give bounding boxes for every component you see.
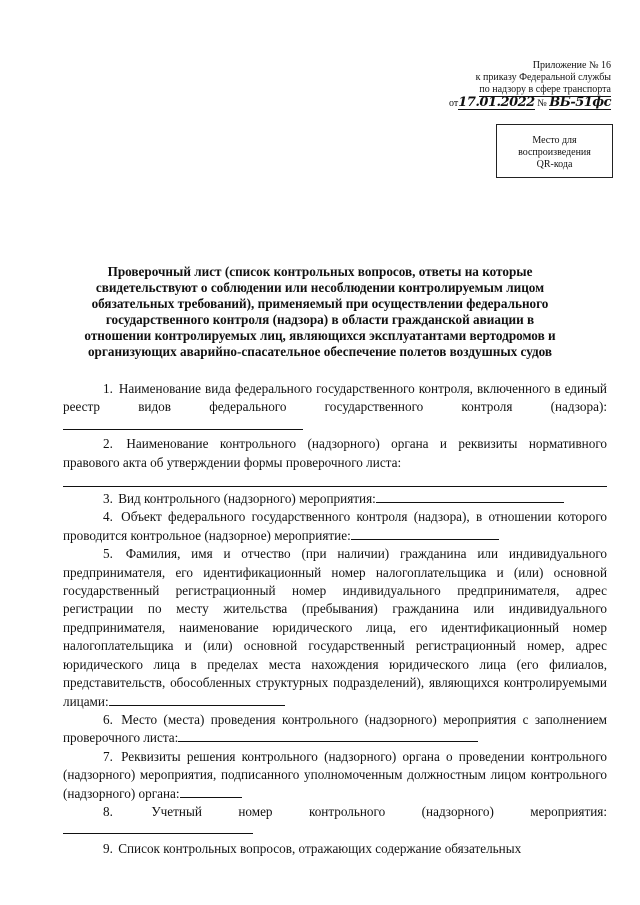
order-authority: по надзору в сфере транспорта	[479, 84, 611, 95]
item-6-field[interactable]	[178, 729, 478, 742]
form-item-9: 9. Список контрольных вопросов, отражающих содержание обязательных	[103, 840, 522, 856]
form-item-7: 7. Реквизиты решения контрольного (надзорного) органа о проведении контрольного (надзорного) мероприятия, подписанного уполномоченным должностным лицом контрольного (надзорного) органа:	[63, 748, 608, 801]
item-5-field[interactable]	[109, 693, 285, 706]
qr-box-line2: воспроизведения	[518, 147, 591, 158]
item-7-field[interactable]	[180, 785, 242, 798]
item-8-field[interactable]	[63, 821, 253, 834]
form-item-5: 5. Фамилия, имя и отчество (при наличии) гражданина или индивидуального предпринимателя, его идентификационный номер налогоплательщика и (или) основной государственный регистрационный номер индивидуального предпринимателя, адрес регистрации по месту жительства (пребывания) гражданина или индивидуального предпринимателя, наименование юридического лица, его идентификационный номер налогоплательщика и (или) основной государственный регистрационный номер, адрес юридического лица в пределах места нахождения юридического лица (его филиалов, представительств, обособленных структурных подразделений), являющихся контролируемыми лицами:	[63, 546, 608, 709]
order-reference: к приказу Федеральной службы	[475, 72, 611, 83]
item-2-field[interactable]	[63, 472, 607, 487]
handwritten-date: 17.01.2022	[458, 95, 535, 110]
item-3-field[interactable]	[376, 490, 564, 503]
form-item-6: 6. Место (места) проведения контрольного (надзорного) мероприятия с заполнением проверочного листа:	[63, 711, 607, 746]
item-1-field[interactable]	[63, 417, 303, 430]
number-prefix: №	[537, 98, 547, 109]
qr-box-line1: Место для	[532, 135, 577, 146]
form-item-1: 1. Наименование вида федерального государственного контроля, включенного в единый реестр видов федерального государственного контроля (надзора):	[63, 380, 607, 435]
document-title: Проверочный лист (список контрольных вопросов, ответы на которые свидетельствуют о соблюдении или несоблюдении контролируемым лицом обязательных требований), применяемый при осуществлении федерального государственного контроля (надзора) в области гражданской авиации в отношении контролируемых лиц, являющихся эксплуатантами вертодромов и организующих аварийно-спасательное обеспечение полетов воздушных судов	[84, 264, 556, 359]
form-item-8: 8. Учетный номер контрольного (надзорного) мероприятия:	[63, 803, 607, 840]
form-item-2: 2. Наименование контрольного (надзорного) органа и реквизиты нормативного правового акта об утверждении формы проверочного листа:	[63, 436, 608, 470]
qr-box-line3: QR-кода	[536, 159, 573, 170]
form-item-4: 4. Объект федерального государственного контроля (надзора), в отношении которого проводится контрольное (надзорное) мероприятие:	[63, 509, 607, 543]
handwritten-number: ВБ-51фс	[549, 95, 611, 110]
appendix-number: Приложение № 16	[532, 60, 611, 71]
item-4-field[interactable]	[351, 527, 499, 540]
date-prefix: от	[449, 98, 459, 109]
form-body	[63, 380, 607, 858]
order-date-line	[431, 97, 611, 110]
qr-code-placeholder	[496, 124, 613, 178]
form-item-3: 3. Вид контрольного (надзорного) мероприятия:	[63, 490, 607, 508]
appendix-header	[431, 60, 611, 110]
